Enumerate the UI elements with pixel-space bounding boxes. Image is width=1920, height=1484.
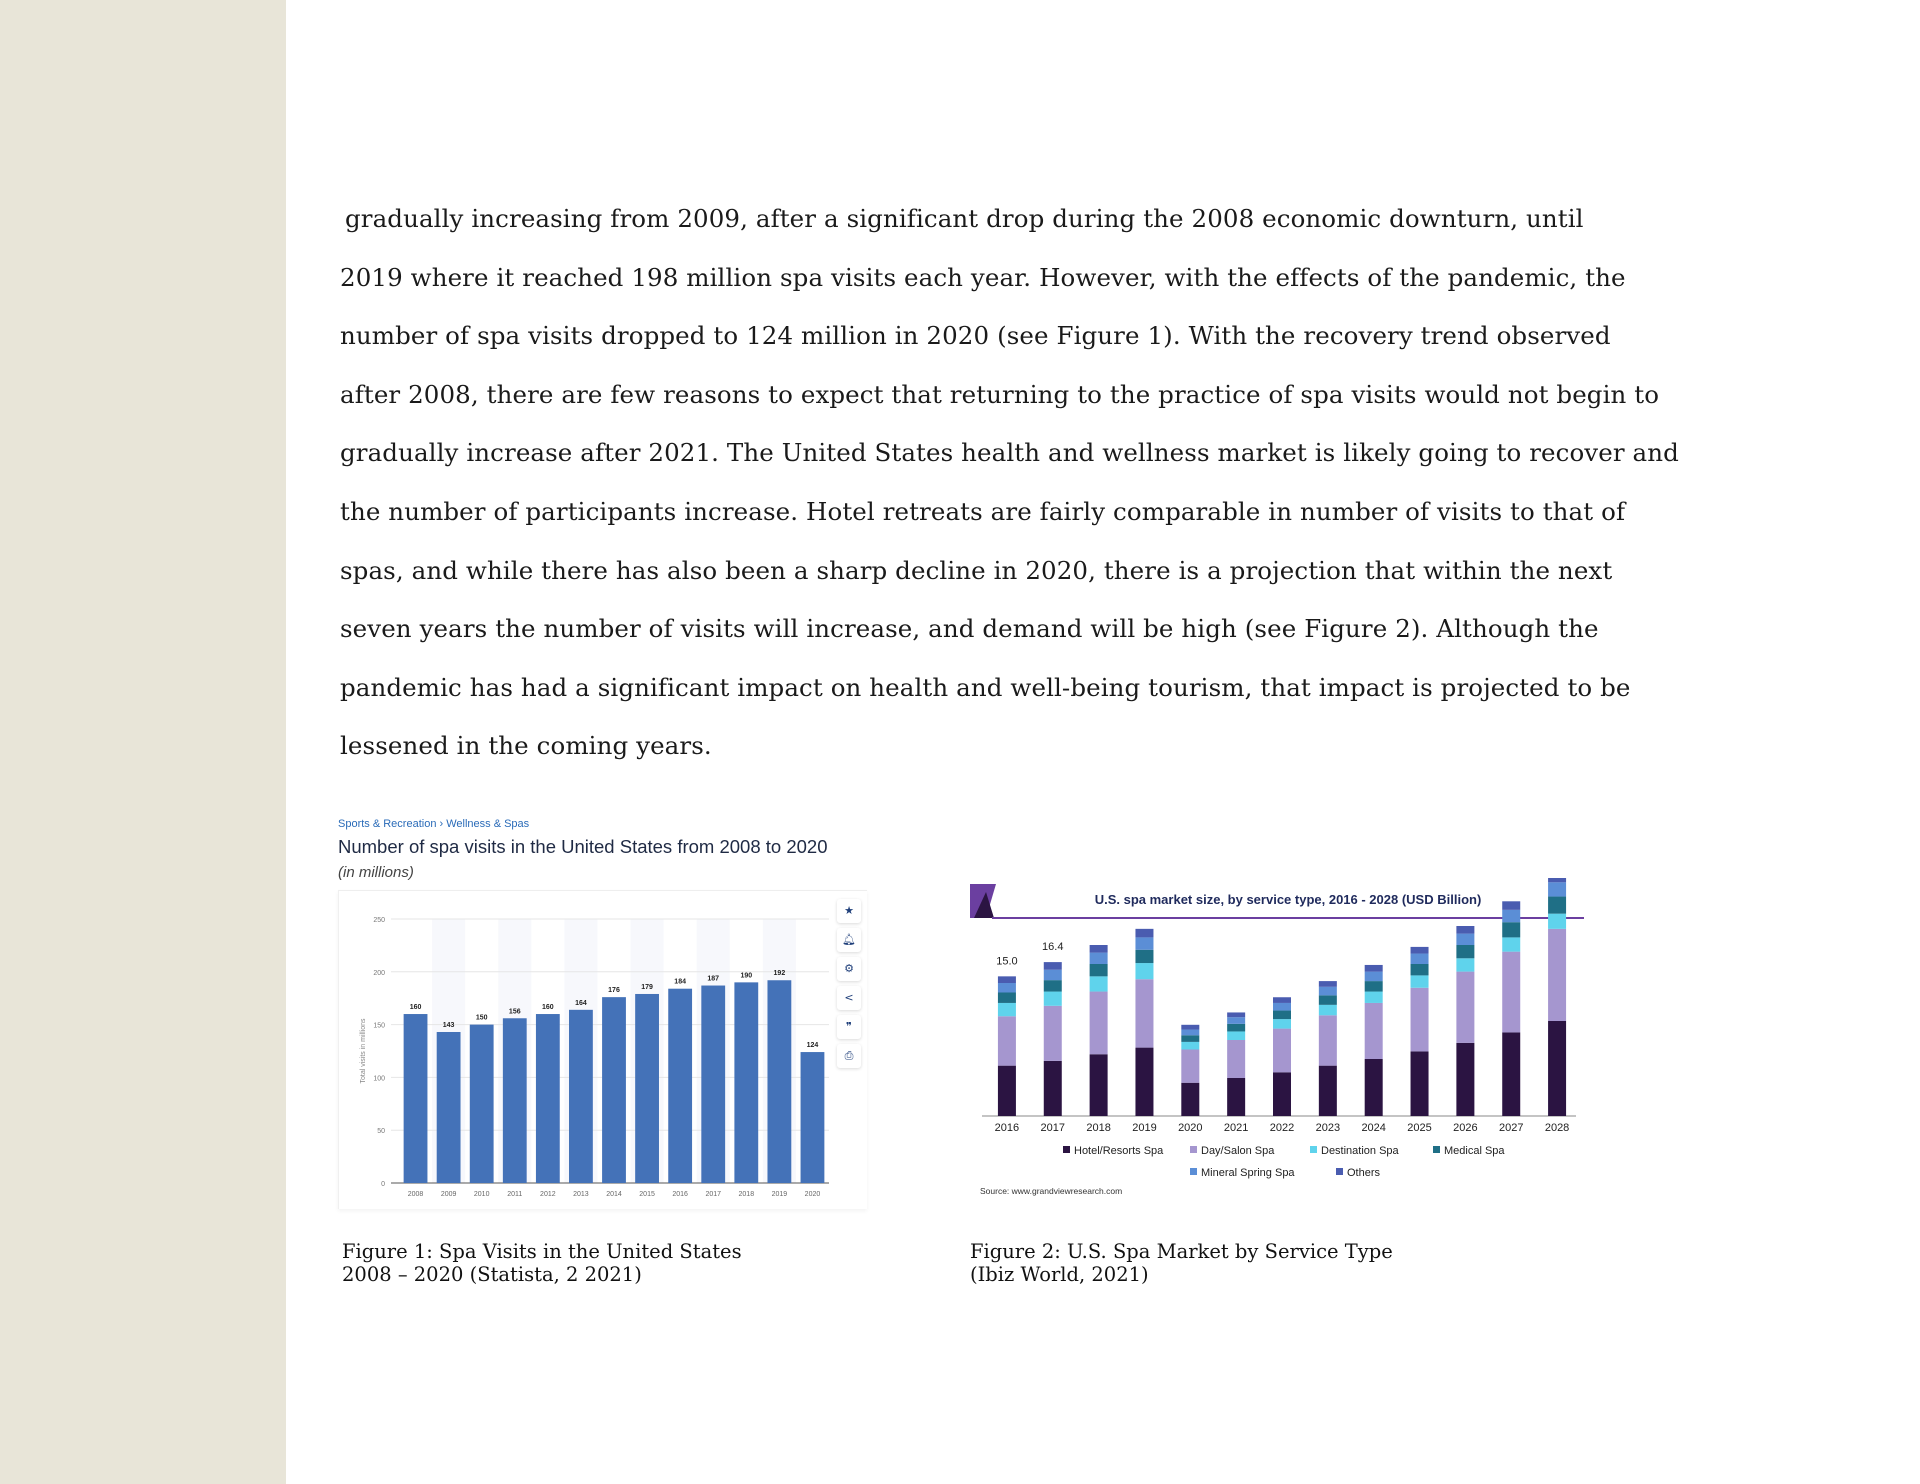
legend-label: Destination Spa [1321, 1145, 1399, 1157]
source-note: Source: www.grandviewresearch.com [980, 1186, 1123, 1196]
figure-2-chart [968, 878, 1586, 1198]
y-tick-label: 150 [373, 1022, 385, 1030]
bar-segment [1456, 972, 1474, 1043]
x-tick-label: 2018 [738, 1191, 755, 1198]
data-label: 184 [674, 978, 686, 986]
share-icon[interactable]: < [837, 986, 861, 1010]
bar-segment [998, 983, 1016, 993]
bar-segment [1181, 1042, 1199, 1050]
bar-segment [998, 976, 1016, 983]
legend-swatch [1336, 1168, 1343, 1175]
x-tick-label: 2008 [407, 1191, 424, 1198]
x-tick-label: 2013 [573, 1191, 589, 1198]
bar-segment [1548, 929, 1566, 1021]
quote-icon[interactable]: ❞ [837, 1015, 861, 1039]
bar-segment [1044, 1006, 1062, 1061]
x-tick-label: 2026 [1453, 1122, 1478, 1134]
gear-icon[interactable]: ⚙ [837, 957, 861, 981]
x-tick-label: 2020 [804, 1191, 821, 1198]
bar-segment [1319, 987, 1337, 996]
bar [668, 989, 692, 1183]
x-tick-label: 2011 [507, 1191, 523, 1198]
x-tick-label: 2009 [440, 1191, 457, 1198]
figure-1-caption-line-1: Figure 1: Spa Visits in the United States [342, 1240, 742, 1263]
bar-segment [1181, 1025, 1199, 1030]
data-label: 160 [542, 1004, 554, 1012]
bar-segment [1319, 1066, 1337, 1116]
data-label: 192 [773, 970, 786, 978]
legend-label: Medical Spa [1444, 1145, 1505, 1157]
figure-1-caption [342, 1240, 742, 1286]
bar-segment [1044, 980, 1062, 991]
figure-1-title: Number of spa visits in the United States from 2008 to 2020 [338, 836, 828, 857]
bar-segment [1227, 1040, 1245, 1078]
left-sidebar-band [0, 0, 286, 1484]
legend-label: Mineral Spring Spa [1201, 1167, 1295, 1179]
bar [536, 1014, 560, 1183]
paragraph-line: number of spa visits dropped to 124 million in 2020 (see Figure 1). With the recovery trend observed [340, 321, 1611, 351]
x-tick-label: 2010 [473, 1191, 490, 1198]
legend-label: Day/Salon Spa [1201, 1145, 1275, 1157]
bar-segment [1319, 995, 1337, 1005]
data-label: 160 [409, 1004, 422, 1012]
bar-segment [1273, 1019, 1291, 1029]
bar [734, 982, 758, 1183]
x-tick-label: 2024 [1361, 1122, 1386, 1134]
bar-segment [1502, 1032, 1520, 1116]
bell-icon[interactable]: 🔔︎ [837, 928, 861, 952]
bar-segment [1319, 1015, 1337, 1065]
bar-segment [1502, 937, 1520, 951]
figure-2-caption [970, 1240, 1393, 1286]
paragraph-line: the number of participants increase. Hotel retreats are fairly comparable in number of visits to that of [340, 496, 1626, 526]
x-tick-label: 2019 [1132, 1122, 1157, 1134]
x-tick-label: 2017 [705, 1191, 722, 1198]
bar-segment [998, 993, 1016, 1003]
bar-segment [1135, 937, 1153, 949]
bar-segment [1411, 1051, 1429, 1116]
bar-segment [1135, 950, 1153, 963]
bar-segment [1135, 963, 1153, 979]
bar-segment [1365, 992, 1383, 1003]
bar [602, 997, 626, 1183]
bar-segment [1044, 962, 1062, 970]
bar-segment [1090, 1054, 1108, 1116]
bar-segment [1365, 1059, 1383, 1116]
data-label: 179 [641, 983, 653, 991]
bar-segment [1227, 1078, 1245, 1116]
x-tick-label: 2012 [540, 1191, 556, 1198]
x-tick-label: 2028 [1544, 1122, 1570, 1134]
x-tick-label: 2019 [771, 1191, 788, 1198]
legend-swatch [1310, 1146, 1317, 1153]
bar-segment [1456, 934, 1474, 945]
legend-swatch [1433, 1146, 1440, 1153]
bar-segment [1319, 981, 1337, 987]
total-label: 15.0 [996, 955, 1018, 968]
bar-segment [1090, 945, 1108, 953]
bar-segment [1227, 1012, 1245, 1017]
paragraph-line: seven years the number of visits will increase, and demand will be high (see Figure 2). Although the [340, 614, 1599, 644]
y-axis-label: Total visits in millions [360, 1018, 367, 1084]
data-label: 150 [475, 1014, 488, 1022]
paragraph-line: 2019 where it reached 198 million spa visits each year. However, with the effects of the pandemic, the [340, 262, 1626, 292]
bar-segment [1135, 1048, 1153, 1116]
bar-segment [1502, 901, 1520, 910]
x-tick-label: 2021 [1223, 1122, 1249, 1134]
bar-segment [1456, 926, 1474, 934]
bar [437, 1032, 461, 1183]
bar-segment [1090, 964, 1108, 976]
bar-segment [1181, 1035, 1199, 1042]
bar-segment [1365, 981, 1383, 991]
y-tick-label: 100 [373, 1075, 385, 1083]
x-tick-label: 2025 [1407, 1122, 1432, 1134]
bar-segment [1411, 988, 1429, 1052]
bar-segment [1548, 914, 1566, 929]
paragraph-line: pandemic has had a significant impact on health and well-being tourism, that impact is projected to be [340, 672, 1631, 702]
bar-segment [1456, 1043, 1474, 1116]
breadcrumb[interactable]: Sports & Recreation › Wellness & Spas [338, 818, 530, 830]
x-tick-label: 2017 [1040, 1122, 1066, 1134]
bar-segment [1181, 1050, 1199, 1083]
body-paragraph [340, 190, 1679, 776]
bar-segment [1411, 954, 1429, 964]
bar-segment [1456, 958, 1474, 971]
bar-segment [1365, 1003, 1383, 1059]
bar-segment [1456, 945, 1474, 958]
paragraph-line: spas, and while there has also been a sharp decline in 2020, there is a projection that within the next [340, 555, 1613, 585]
bar-segment [998, 1016, 1016, 1065]
figure-2-title: U.S. spa market size, by service type, 2016 - 2028 (USD Billion) [1094, 892, 1482, 907]
bar-segment [1411, 964, 1429, 975]
data-label: 156 [508, 1008, 521, 1016]
bar-segment [1181, 1083, 1199, 1116]
bar-segment [998, 1003, 1016, 1016]
y-tick-label: 0 [381, 1181, 385, 1188]
print-icon[interactable]: ⎙ [837, 1044, 861, 1068]
x-tick-label: 2018 [1086, 1122, 1111, 1134]
bar-segment [1273, 1072, 1291, 1116]
bar-segment [1502, 910, 1520, 922]
data-label: 176 [608, 987, 620, 995]
x-tick-label: 2023 [1315, 1122, 1341, 1134]
legend-label: Hotel/Resorts Spa [1074, 1145, 1164, 1157]
bar-segment [1273, 1003, 1291, 1011]
x-tick-label: 2027 [1498, 1122, 1524, 1134]
bar-segment [1411, 947, 1429, 954]
bar-segment [1227, 1031, 1245, 1040]
legend-swatch [1190, 1168, 1197, 1175]
bar [470, 1025, 494, 1183]
y-tick-label: 200 [373, 969, 385, 977]
bar-segment [1135, 979, 1153, 1047]
bar-segment [1044, 970, 1062, 980]
figure-1-chart-frame [338, 890, 867, 1209]
legend-label: Others [1347, 1167, 1381, 1179]
data-label: 190 [740, 972, 753, 980]
figure-1-chart [339, 891, 867, 1209]
bar-segment [1548, 882, 1566, 896]
legend-swatch [1063, 1146, 1070, 1153]
bar-segment [1548, 878, 1566, 882]
figure-2-caption-line-1: Figure 2: U.S. Spa Market by Service Type [970, 1240, 1393, 1263]
bar-segment [1273, 997, 1291, 1003]
bar [635, 994, 659, 1183]
data-label: 143 [442, 1021, 455, 1029]
bar-segment [1044, 1061, 1062, 1116]
bar-segment [1090, 976, 1108, 991]
bar-segment [1135, 929, 1153, 938]
y-tick-label: 50 [377, 1128, 385, 1136]
bar-segment [1502, 922, 1520, 937]
paragraph-line: after 2008, there are few reasons to expect that returning to the practice of spa visits would not begin to [340, 379, 1660, 409]
bar-segment [1227, 1017, 1245, 1024]
x-tick-label: 2022 [1269, 1122, 1295, 1134]
figure-2-spa-market [968, 878, 1586, 1198]
bar-segment [1411, 975, 1429, 987]
x-tick-label: 2020 [1178, 1122, 1203, 1134]
paragraph-line: gradually increasing from 2009, after a significant drop during the 2008 economic downturn, until [345, 204, 1584, 233]
figure-1-subtitle: (in millions) [338, 864, 414, 881]
x-tick-label: 2016 [672, 1191, 688, 1198]
bar-segment [1365, 965, 1383, 972]
bar-segment [1181, 1030, 1199, 1036]
bar-segment [1365, 972, 1383, 982]
x-tick-label: 2016 [994, 1122, 1020, 1134]
bar-segment [1273, 1011, 1291, 1020]
bar [404, 1014, 428, 1183]
paragraph-line: gradually increase after 2021. The United States health and wellness market is likely going to recover and [340, 438, 1679, 468]
legend-swatch [1190, 1146, 1197, 1153]
bar-segment [1227, 1024, 1245, 1032]
data-label: 124 [806, 1042, 819, 1050]
bar-segment [1044, 992, 1062, 1006]
data-label: 164 [575, 999, 587, 1007]
bar-segment [1273, 1029, 1291, 1073]
x-tick-label: 2015 [639, 1191, 655, 1198]
bar [569, 1010, 593, 1183]
y-tick-label: 250 [373, 917, 385, 924]
x-tick-label: 2014 [606, 1191, 622, 1198]
bar [801, 1052, 825, 1183]
bar [701, 986, 725, 1183]
bar-segment [998, 1066, 1016, 1116]
bar-segment [1090, 953, 1108, 964]
bar-segment [1502, 952, 1520, 1033]
figure-1-spa-visits [338, 818, 878, 1198]
bar-segment [1548, 897, 1566, 914]
bar-segment [1548, 1021, 1566, 1116]
chart-toolbar [837, 899, 865, 1073]
figure-1-caption-line-2: 2008 – 2020 (Statista, 2 2021) [342, 1263, 642, 1286]
bar [503, 1018, 527, 1183]
star-icon[interactable]: ★ [837, 899, 861, 923]
paragraph-line: lessened in the coming years. [340, 731, 712, 761]
data-label: 187 [707, 975, 720, 983]
bar-segment [1090, 992, 1108, 1055]
bar [767, 980, 791, 1183]
total-label: 16.4 [1042, 941, 1064, 954]
bar-segment [1319, 1005, 1337, 1015]
figure-2-caption-line-2: (Ibiz World, 2021) [970, 1263, 1149, 1286]
